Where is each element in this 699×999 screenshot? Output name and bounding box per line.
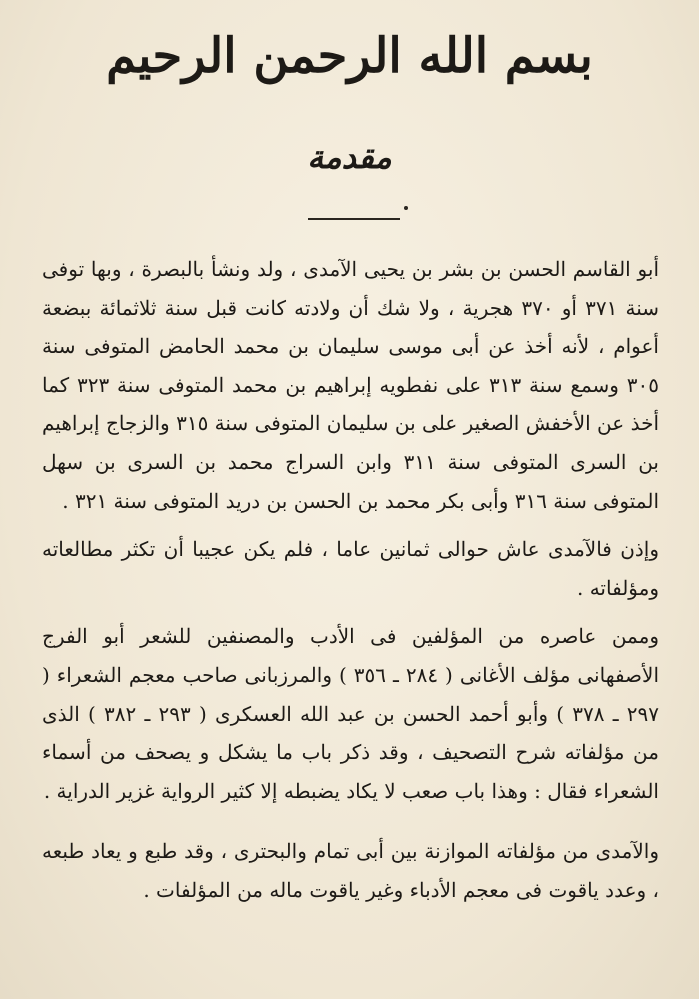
divider-dot xyxy=(404,206,408,210)
paragraph-1: أبو القاسم الحسن بن بشر بن يحيى الآمدى ، ولد ونشأ بالبصرة ، وبها توفى سنة ٣٧١ أو ٣٧٠ هجرية ، ولا شك أن ولادته كانت قبل سنة ثلاثمائة ببضعة أعوام ، لأنه أخذ عن أبى موسى سليمان بن محمد الحامض المتوفى سنة ٣٠٥ وسمع سنة ٣١٣ على نفطويه إبراهيم بن محمد المتوفى سنة ٣٢٣ كما أخذ عن الأخفش الصغير على بن سليمان المتوفى سنة ٣١٥ والزجاج إبراهيم بن السرى المتوفى سنة ٣١١ وابن السراج محمد بن السرى بن سهل المتوفى سنة ٣١٦ وأبى بكر محمد بن الحسن بن دريد المتوفى سنة ٣٢١ . xyxy=(42,257,659,513)
section-heading: مقدمة xyxy=(307,138,392,176)
basmala-calligraphy: بسم الله الرحمن الرحيم xyxy=(106,28,593,84)
paragraph-3: وممن عاصره من المؤلفين فى الأدب والمصنفين للشعر أبو الفرج الأصفهانى مؤلف الأغانى ( ٢٨٤ ـ ٣٥٦ ) والمرزبانى صاحب معجم الشعراء ( ٢٩٧ ـ ٣٧٨ ) وأبو أحمد الحسن بن عبد الله العسكرى ( ٢٩٣ ـ ٣٨٢ ) الذى من مؤلفاته شرح التصحيف ، وقد ذكر باب ما يشكل و يصحف من أسماء الشعراء فقال : وهذا باب صعب لا يكاد يضبطه إلا كثير الرواية غزير الدراية . xyxy=(42,624,660,803)
paragraph-4: والآمدى من مؤلفاته الموازنة بين أبى تمام والبحترى ، وقد طبع و يعاد طبعه ، وعدد ياقوت فى معجم الأدباء وغير ياقوت ماله من المؤلفات . xyxy=(42,839,659,902)
body-text xyxy=(42,250,659,910)
paragraph-2: وإذن فالآمدى عاش حوالى ثمانين عاما ، فلم يكن عجيبا أن تكثر مطالعاته ومؤلفاته . xyxy=(42,537,659,600)
heading-divider xyxy=(308,218,400,220)
